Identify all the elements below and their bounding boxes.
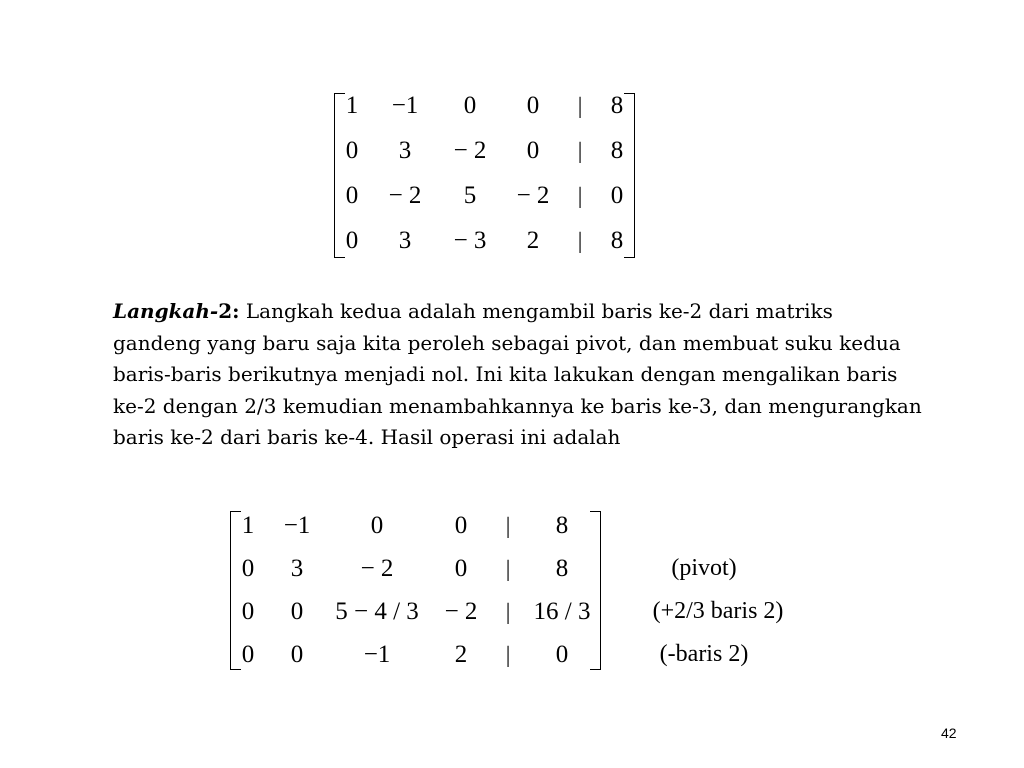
matrix-1-separator: | [577, 183, 583, 208]
matrix-2-cell: 5 − 4 / 3 [335, 598, 419, 625]
matrix-1-cell: 0 [526, 92, 540, 119]
matrix-2-cell: 0 [370, 512, 384, 539]
matrix-2-separator: | [505, 642, 511, 667]
matrix-2-separator: | [505, 556, 511, 581]
row-annotation-pivot: (pivot) [671, 555, 737, 581]
row-annotation-subtract: (-baris 2) [659, 641, 749, 667]
matrix-2-cell: 1 [241, 512, 255, 539]
matrix-1-cell: − 2 [516, 182, 550, 209]
page-number: 42 [941, 725, 957, 741]
matrix-2-cell: 0 [555, 641, 569, 668]
matrix-2-cell: −1 [363, 641, 391, 668]
matrix-2-cell: 0 [454, 555, 468, 582]
matrix-1-cell: 8 [610, 92, 624, 119]
matrix-1-cell: 0 [345, 137, 359, 164]
matrix-2-separator: | [505, 599, 511, 624]
matrix-1-cell: − 3 [453, 227, 487, 254]
matrix-1-cell: 3 [398, 137, 412, 164]
matrix-1-separator: | [577, 228, 583, 253]
paragraph-text: Langkah kedua adalah mengambil baris ke-2 dari matriks gandeng yang baru saja kita peroleh sebagai pivot, dan membuat suku kedua baris-baris berikutnya menjadi nol. Ini kita lakukan dengan mengalikan baris ke-2 dengan 2/3 kemudian menambahkannya ke baris ke-3, dan mengurangkan baris ke-2 dari baris ke-4. Hasil operasi ini adalah [113, 299, 922, 449]
matrix-2-cell: 0 [241, 598, 255, 625]
matrix-1-cell: 5 [463, 182, 477, 209]
matrix-1-cell: 8 [610, 137, 624, 164]
matrix-2-cell: 8 [555, 512, 569, 539]
matrix-1-right-bracket [624, 93, 635, 258]
matrix-2-cell: − 2 [444, 598, 478, 625]
matrix-2-cell: 0 [290, 641, 304, 668]
matrix-2-cell: 0 [241, 555, 255, 582]
matrix-1-separator: | [577, 138, 583, 163]
matrix-1-cell: 8 [610, 227, 624, 254]
matrix-1-cell: 0 [610, 182, 624, 209]
matrix-2-cell: 16 / 3 [533, 598, 591, 625]
matrix-1-cell: 0 [345, 227, 359, 254]
matrix-2-cell: 0 [290, 598, 304, 625]
matrix-1-cell: 2 [526, 227, 540, 254]
matrix-1-cell: 3 [398, 227, 412, 254]
matrix-1-left-bracket [334, 93, 345, 258]
matrix-2-cell: − 2 [360, 555, 394, 582]
matrix-1-cell: 0 [463, 92, 477, 119]
matrix-1-cell: 1 [345, 92, 359, 119]
step-label: Langkah- [113, 299, 219, 323]
matrix-1-cell: − 2 [388, 182, 422, 209]
matrix-1-cell: 0 [526, 137, 540, 164]
matrix-1-cell: 0 [345, 182, 359, 209]
step-number: 2: [218, 299, 240, 323]
explanation-paragraph [113, 296, 923, 454]
row-annotation-add: (+2/3 baris 2) [652, 598, 784, 624]
matrix-2-cell: 8 [555, 555, 569, 582]
matrix-2-cell: −1 [283, 512, 311, 539]
matrix-2-cell: 2 [454, 641, 468, 668]
matrix-1-cell: − 2 [453, 137, 487, 164]
matrix-2-cell: 0 [454, 512, 468, 539]
matrix-2-right-bracket [590, 511, 601, 670]
matrix-2-cell: 3 [290, 555, 304, 582]
matrix-2-left-bracket [230, 511, 241, 670]
matrix-2-cell: 0 [241, 641, 255, 668]
matrix-1-separator: | [577, 93, 583, 118]
matrix-1-cell: −1 [391, 92, 419, 119]
matrix-2-separator: | [505, 513, 511, 538]
